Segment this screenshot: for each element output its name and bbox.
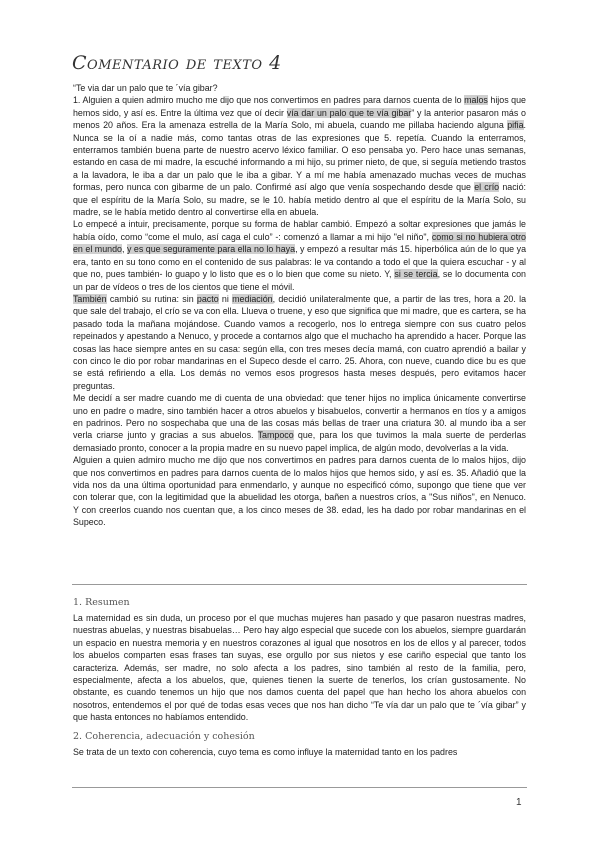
- section-divider: [72, 584, 527, 585]
- highlighted-text: pifia: [507, 120, 524, 131]
- text-run: . Nunca se la oí a nadie más, como tantas otras de las expresiones que 5. repetía. Cuando la enterramos, enterramos también buena parte de nuestro acervo léxico familiar. O eso pensaba yo. Pero hace unas semanas, estando en casa de mi madre, la escuché informando a mi hijo, su primer nieto, de que, si seguía metiendo trastos a la lavadora, le iba a dar un palo que le iba a gibar. Y a mí me había amenazado muchas veces de muchas formas, pero nunca con gibarme de un palo. Confirmé así algo que venía sospechando desde que: [73, 120, 526, 193]
- text-run: , se lo documenta con un par de vídeos o tres de los cientos que tiene el móvil.: [73, 269, 526, 292]
- paragraph-1: [73, 94, 526, 218]
- section-1-heading: 1. Resumen: [73, 597, 130, 608]
- highlighted-text: malos: [464, 95, 488, 106]
- highlighted-text: si se tercia: [394, 269, 438, 280]
- highlighted-text: mediación: [232, 293, 273, 304]
- section-2-heading: 2. Coherencia, adecuación y cohesión: [73, 731, 255, 742]
- highlighted-text: vía dar un palo que te vía gibar: [286, 107, 412, 118]
- paragraph-4: [73, 392, 526, 454]
- quote-line: “Te via dar un palo que te ´vía gibar?: [73, 83, 218, 93]
- text-run: ni: [218, 293, 233, 304]
- highlighted-text: como si no hubiera otro en el mundo: [73, 231, 526, 255]
- text-run: Me decidí a ser madre cuando me di cuenta de una obviedad: que tener hijos no implica únicamente convertirse uno en padre o madre, sino también hacer a otros abuelos y bisabuelos, convertir a hermanos en tíos y a amigos en padrinos. Pero no sospechaba que una de las cosas más bellas de traer una criatura 30. al mundo iba a ser verla criarse junto y gracias a sus abuelos.: [73, 393, 526, 441]
- text-run: ,: [121, 244, 127, 255]
- highlighted-text: También: [73, 293, 107, 304]
- text-run: que, para los que tuvimos la mala suerte de perderlas demasiado pronto, conocer a la propia madre en su nuevo papel implica, de algún modo, devolverlas a la vida.: [73, 430, 526, 453]
- section-2-text: Se trata de un texto con coherencia, cuyo tema es como influye la maternidad tanto en los padres: [73, 747, 458, 757]
- text-run: nació: que el espíritu de la María Solo, su madre, se le 10. había metido dentro al que el espíritu de la María Solo, su madre, se le había metido dentro al convertirse ella en abuela.: [73, 182, 527, 218]
- text-run: , y empezó a resultar más 15. hiperbólica aún de lo que ya era, tanto en su tono como en el contenido de sus palabras: le va contando a todo el que la quiera escuchar - y al que no, pues también- lo guapo y lo listo que es o lo bien que come su nieto. Y,: [73, 244, 527, 280]
- paragraph-5: Alguien a quien admiro mucho me dijo que nos convertimos en padres para darnos cuenta de lo malos hijos, dijo que nos convertimos en padres para darnos cuenta de lo malos hijos que hemos sido, y así es. 35. Añadió que la vida nos da una última oportunidad para enmendarlo, y aunque no especificó cómo, supongo que tiene que ver con tolerar que, con la legitimidad que la abuelidad les otorga, bañen a nuestros críos, a "Sus niños", en Nenuco. Y con creerlos cuando nos cuentan que, a los cinco meses de 38. edad, les ha dado por robar mandarinas en el Supeco.: [73, 455, 526, 528]
- text-run: hijos que hemos sido, y así es. Entre la última vez que oí decir: [73, 95, 526, 118]
- text-run: ” y la anterior pasaron más o menos 20 años. Era la amenaza estrella de la María Solo, mi abuela, cuando me pillaba haciendo alguna: [73, 107, 526, 131]
- article-text: [73, 82, 526, 529]
- text-run: , decidió unilateralmente que, a partir de las tres, hora a 20. la que sale del trabajo, el crío se va con ella. Llueva o truene, y eso que significa que mi madre, que es cartera, se ha pasado toda la mañana mojándose. Cuando vamos a recogerlo, nos lo entrega siempre con sus cuatro pelos repeinados y apestando a Nenuco, y procede a contarnos algo que el muchacho ha aprendido a hacer. Porque las cosas las hace siempre antes en su casa: según ella, con tres meses decía mamá, con cuatro aprendió a bailar y con cinco le dio por robar mandarinas en el Supeco desde el carro. 25. Ahora, con nueve, cuando dice bu es que se está refiriendo a ella. Los demás no vemos esos progresos hasta meses después, pero evitamos hacer preguntas.: [73, 293, 527, 391]
- text-run: Lo empecé a intuir, precisamente, porque su forma de hablar cambió. Empezó a soltar expresiones que jamás le había oído, como “come el mulo, así caga el culo” -: comenzó a llamar a mi hijo "el niño",: [73, 219, 526, 242]
- footer-divider: [72, 787, 527, 788]
- text-run: cambió su rutina: sin: [106, 293, 197, 304]
- text-run: 1. Alguien a quien admiro mucho me dijo que nos convertimos en padres para darnos cuenta de lo: [73, 95, 465, 106]
- highlighted-text: el crío: [474, 182, 500, 193]
- paragraph-2: [73, 218, 526, 292]
- highlighted-text: y es que seguramente para ella no lo haya: [126, 244, 296, 255]
- section-1-text: La maternidad es sin duda, un proceso por el que muchas mujeres han pasado y que pasaron nuestras madres, nuestras abuelas, y nuestras bisabuelas… Pero hay algo especial que sucede con los abuelos, siempre guardarán un espacio en nuestra memoria y en nuestros corazones al igual que nosotros en los de ellos y al parecer, todos los abuelos comparten esas frases tan suyas, ese orgullo por sus nietos y ese cariño especial que tanto los caracteriza. Además, ser madre, no solo afecta a los padres, sino también al resto de la familia, pero, especialmente, afecta a los abuelos, que, quienes tienen la suerte de tenerlos, los crían gustosamente. No obstante, es cuando tenemos un hijo que nos damos cuenta del papel que han hecho los ahora abuelos con nosotros, entendemos el por qué de todas esas veces que nos han dicho “Te vía dar un palo que te ´vía gibar” y que hasta entonces no habíamos entendido.: [73, 613, 526, 723]
- paragraph-3: [73, 293, 526, 392]
- highlighted-text: Tampoco: [257, 430, 294, 441]
- highlighted-text: pacto: [196, 293, 219, 304]
- page-number: 1: [516, 797, 522, 808]
- page-title: Comentario de texto 4: [72, 52, 282, 74]
